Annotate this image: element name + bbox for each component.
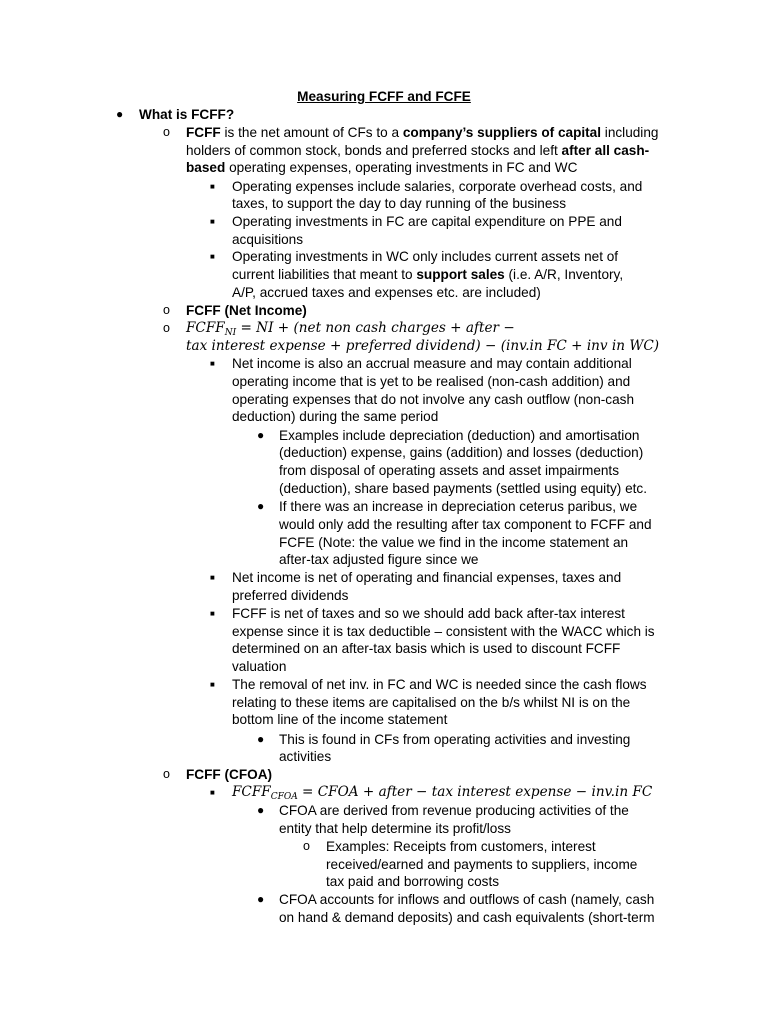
square-bullet: ■ xyxy=(210,359,215,368)
disc-bullet: ● xyxy=(116,107,124,121)
text-line: deduction) during the same period xyxy=(232,409,439,424)
text-line: preferred dividends xyxy=(232,588,349,603)
page-title: Measuring FCFF and FCFE xyxy=(297,89,471,104)
text-line: activities xyxy=(279,749,332,764)
text-line: entity that help determine its profit/loss xyxy=(279,821,511,836)
text-line: Operating investments in WC only includes current assets net of xyxy=(232,249,619,264)
circle-bullet: o xyxy=(163,767,170,781)
square-bullet: ■ xyxy=(210,217,215,226)
text-line: Operating investments in FC are capital expenditure on PPE and xyxy=(232,214,622,229)
text-line: (deduction) expense, gains (addition) and losses (deduction) xyxy=(279,445,644,460)
text-line: Examples include depreciation (deduction) and amortisation xyxy=(279,428,640,443)
circle-bullet: o xyxy=(303,839,310,853)
text-line: FCFF is the net amount of CFs to a company’s suppliers of capital including xyxy=(186,125,659,140)
text-line: Net income is also an accrual measure and may contain additional xyxy=(232,356,632,371)
text-line: FCFF is net of taxes and so we should add back after-tax interest xyxy=(232,606,625,621)
text-line: operating income that is yet to be realised (non-cash addition) and xyxy=(232,374,631,389)
square-bullet: ■ xyxy=(210,252,215,261)
heading-fcff-cfoa: FCFF (CFOA) xyxy=(186,767,273,782)
text-line: would only add the resulting after tax component to FCFF and xyxy=(279,517,652,532)
disc-bullet: ● xyxy=(257,428,265,442)
square-bullet: ■ xyxy=(210,788,215,797)
text-line: expense since it is tax deductible – consistent with the WACC which is xyxy=(232,624,655,639)
text-line: taxes, to support the day to day running of the business xyxy=(232,196,567,211)
text-line: CFOA accounts for inflows and outflows of cash (namely, cash xyxy=(279,892,655,907)
text-line: A/P, accrued taxes and expenses etc. are included) xyxy=(232,285,541,300)
square-bullet: ■ xyxy=(210,609,215,618)
text-line: after-tax adjusted figure since we xyxy=(279,552,479,567)
text-line: bottom line of the income statement xyxy=(232,712,448,727)
formula-fcff-ni-cont: tax interest expense + preferred dividend) − (inv.in FC + inv in WC) xyxy=(186,338,660,354)
text-line: current liabilities that meant to support sales (i.e. A/R, Inventory, xyxy=(232,267,624,282)
square-bullet: ■ xyxy=(210,573,215,582)
text-line: Operating expenses include salaries, corporate overhead costs, and xyxy=(232,179,643,194)
circle-bullet: o xyxy=(163,125,170,139)
text-line: valuation xyxy=(232,659,287,674)
text-line: operating expenses that do not involve any cash outflow (non-cash xyxy=(232,392,635,407)
text-line: determined on an after-tax basis which is used to discount FCFF xyxy=(232,641,621,656)
text-line: FCFE (Note: the value we find in the income statement an xyxy=(279,535,629,550)
disc-bullet: ● xyxy=(257,892,265,906)
text-line: from disposal of operating assets and asset impairments xyxy=(279,463,620,478)
circle-bullet: o xyxy=(163,321,170,335)
text-line: This is found in CFs from operating activities and investing xyxy=(279,732,631,747)
text-line: (deduction), share based payments (settled using equity) etc. xyxy=(279,481,647,496)
text-line: Net income is net of operating and financial expenses, taxes and xyxy=(232,570,622,585)
text-line: Examples: Receipts from customers, interest xyxy=(326,839,596,854)
disc-bullet: ● xyxy=(257,803,265,817)
text-line: holders of common stock, bonds and preferred stocks and left after all cash- xyxy=(186,143,650,158)
text-line: on hand & demand deposits) and cash equivalents (short-term xyxy=(279,910,655,925)
heading-fcff-net-income: FCFF (Net Income) xyxy=(186,303,307,318)
text-line: acquisitions xyxy=(232,232,304,247)
formula-fcff-ni: $FCFF_{NI}$ = NI + (net non cash charges + after − xyxy=(186,320,515,338)
text-line: The removal of net inv. in FC and WC is needed since the cash flows xyxy=(232,677,647,692)
text-line: If there was an increase in depreciation ceterus paribus, we xyxy=(279,499,638,514)
disc-bullet: ● xyxy=(257,732,265,746)
text-line: relating to these items are capitalised on the b/s whilst NI is on the xyxy=(232,695,631,710)
formula-fcff-cfoa: $FCFF_{CFOA}$ = CFOA + after − tax interest expense − inv.in FC xyxy=(232,784,653,802)
circle-bullet: o xyxy=(163,303,170,317)
square-bullet: ■ xyxy=(210,182,215,191)
text-line: based operating expenses, operating investments in FC and WC xyxy=(186,160,578,175)
text-line: tax paid and borrowing costs xyxy=(326,874,500,889)
text-line: received/earned and payments to suppliers, income xyxy=(326,857,638,872)
square-bullet: ■ xyxy=(210,680,215,689)
heading-what-is-fcff: What is FCFF? xyxy=(139,107,235,122)
text-line: CFOA are derived from revenue producing activities of the xyxy=(279,803,629,818)
disc-bullet: ● xyxy=(257,499,265,513)
